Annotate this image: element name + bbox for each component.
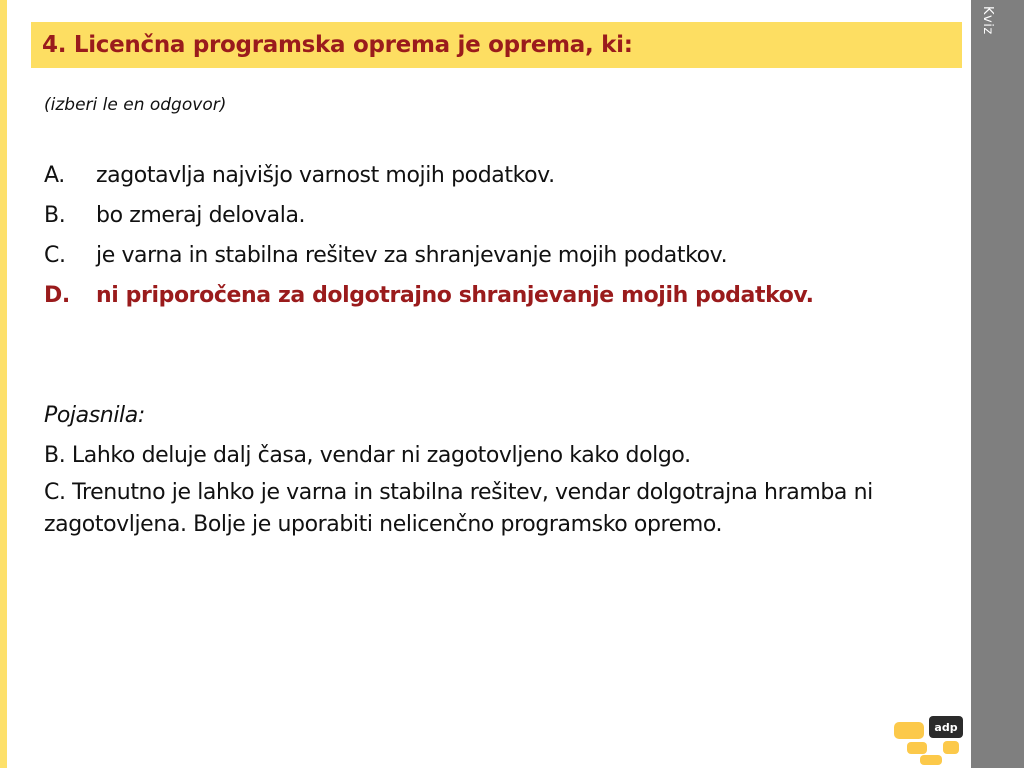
option-c[interactable] [44,240,884,272]
logo-text: adp [934,721,958,734]
option-letter: B. [44,203,66,228]
option-b[interactable] [44,200,884,232]
option-letter: D. [44,283,70,308]
option-text: zagotavlja najvišjo varnost mojih podatkov. [96,163,555,188]
left-accent-stripe [0,0,7,768]
option-text: bo zmeraj delovala. [96,203,306,228]
explanations [44,400,914,546]
option-text: ni priporočena za dolgotrajno shranjevanje mojih podatkov. [96,283,814,308]
option-letter: A. [44,163,65,188]
answer-options [44,160,884,320]
explanations-heading: Pojasnila: [44,403,145,428]
explanation-item: B. Lahko deluje dalj časa, vendar ni zagotovljeno kako dolgo. [44,443,691,468]
option-a[interactable] [44,160,884,192]
option-d[interactable] [44,280,884,312]
option-text: je varna in stabilna rešitev za shranjevanje mojih podatkov. [96,243,728,268]
sidebar [971,0,1024,768]
title-bar [31,22,962,68]
adp-logo-icon [893,715,965,765]
answer-hint: (izberi le en odgovor) [44,95,227,115]
explanation-item: C. Trenutno je lahko je varna in stabilna rešitev, vendar dolgotrajna hramba ni zagotovljena. Bolje je uporabiti nelicenčno programsko opremo. [44,480,873,537]
option-letter: C. [44,243,66,268]
sidebar-label: Kviz [980,6,995,35]
question-title: 4. Licenčna programska oprema je oprema, ki: [42,32,633,58]
